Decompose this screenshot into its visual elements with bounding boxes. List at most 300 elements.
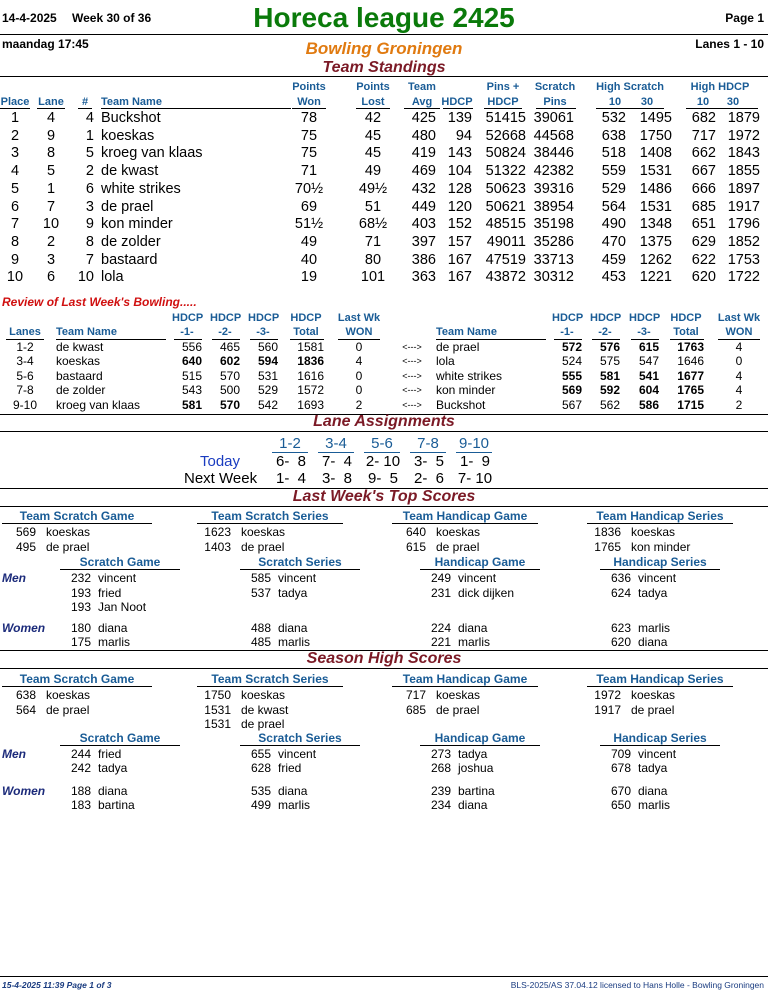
- divider: [392, 523, 538, 524]
- divider: [197, 523, 343, 524]
- cell-hh10: 629: [691, 233, 716, 250]
- score-name: koeskas: [46, 688, 91, 702]
- lane-next: 9- 5: [367, 470, 398, 487]
- score-value: 585: [250, 571, 271, 585]
- cell-hs30: 1531: [639, 198, 672, 215]
- rv-col-total2-r: Total: [673, 326, 699, 338]
- cell-right-total: 1763: [677, 340, 704, 354]
- cell-right-won: 2: [735, 397, 743, 412]
- women-label: Women: [2, 620, 46, 635]
- rv-col-won1: Last Wk: [337, 312, 381, 324]
- col-lost-1: Points: [356, 81, 390, 93]
- cell-right-g3: 547: [638, 354, 659, 369]
- cell-hdcp: 143: [447, 145, 472, 162]
- cell-right-g2: 562: [599, 397, 620, 412]
- cell-hs10: 559: [601, 163, 626, 180]
- cell-hh30: 1897: [727, 180, 760, 197]
- score-name: koeskas: [436, 688, 481, 702]
- score-name: bartina: [458, 783, 495, 798]
- cell-hs30: 1531: [639, 163, 672, 180]
- cell-num: 1: [85, 127, 94, 144]
- cell-lane: 5: [46, 163, 56, 180]
- cell-lane: 6: [46, 269, 56, 286]
- cell-right-total: 1765: [677, 383, 704, 398]
- league-title: Horeca league 2425: [253, 2, 515, 33]
- col-won-2: Won: [297, 96, 321, 108]
- cell-lane: 3: [46, 251, 56, 268]
- cell-scratch: 42382: [533, 163, 574, 180]
- cell-lane: 1: [46, 180, 56, 197]
- score-value: 488: [250, 620, 271, 635]
- cell-lost: 45: [364, 145, 382, 162]
- team-score-header: Team Handicap Series: [596, 509, 724, 523]
- men-label: Men: [2, 746, 26, 761]
- report-date: 14-4-2025: [2, 11, 57, 25]
- cell-lane: 4: [46, 110, 56, 126]
- table-row: [0, 215, 768, 233]
- cell-left-won: 4: [355, 354, 363, 369]
- individual-score-header: Handicap Series: [613, 730, 707, 745]
- rv-col-hdcp3-r: HDCP: [629, 312, 661, 324]
- cell-hs10: 532: [601, 110, 626, 126]
- week-info: Week 30 of 36: [72, 11, 152, 25]
- cell-scratch: 35198: [533, 216, 574, 233]
- cell-team: Buckshot: [101, 110, 161, 126]
- score-name: koeskas: [241, 525, 286, 539]
- divider: [60, 569, 180, 570]
- score-value: 620: [610, 635, 631, 649]
- score-value: 615: [405, 539, 426, 554]
- score-name: diana: [278, 620, 308, 635]
- score-name: de prael: [46, 539, 90, 554]
- cell-hdcp: 152: [447, 216, 472, 233]
- cell-won: 49: [300, 233, 318, 250]
- cell-won: 69: [300, 198, 318, 215]
- score-value: 655: [250, 746, 271, 761]
- cell-place: 3: [10, 145, 20, 162]
- men-label: Men: [2, 571, 26, 585]
- cell-left-g3: 531: [257, 368, 278, 383]
- cell-right-total: 1677: [677, 368, 704, 383]
- cell-hh30: 1796: [727, 216, 760, 233]
- cell-left-g2: 570: [219, 397, 240, 412]
- score-name: de prael: [436, 702, 480, 717]
- cell-right-g3: 615: [638, 340, 659, 354]
- rv-col-lanes: Lanes: [9, 326, 41, 338]
- cell-left-g2: 602: [219, 354, 240, 369]
- rv-col-hdcp2: HDCP: [210, 312, 242, 324]
- rv-col-g3-r: -3-: [637, 326, 651, 338]
- score-name: tadya: [638, 761, 668, 775]
- divider: [2, 686, 152, 687]
- score-value: 628: [250, 761, 271, 775]
- center-name: Bowling Groningen: [305, 39, 463, 58]
- cell-right-g2: 581: [599, 368, 620, 383]
- cell-place: 7: [10, 216, 20, 233]
- lane-next: 2- 6: [413, 470, 444, 487]
- cell-right-g2: 592: [599, 383, 620, 398]
- cell-right-g2: 575: [599, 354, 620, 369]
- cell-scratch: 38954: [533, 198, 574, 215]
- cell-left-g2: 570: [219, 368, 240, 383]
- cell-team: kon minder: [101, 216, 173, 233]
- cell-won: 19: [300, 269, 318, 286]
- cell-left-total: 1572: [297, 383, 324, 398]
- cell-left-g3: 542: [257, 397, 278, 412]
- score-value: 1403: [204, 539, 231, 554]
- score-value: 638: [15, 688, 36, 702]
- rv-col-hdcp1-r: HDCP: [552, 312, 584, 324]
- score-name: diana: [278, 783, 308, 798]
- table-row: [0, 233, 768, 251]
- team-score-header: Team Handicap Game: [402, 672, 528, 686]
- col-hh: High HDCP: [690, 81, 750, 93]
- cell-right-team: Buckshot: [436, 397, 486, 412]
- score-value: 1765: [594, 539, 621, 554]
- cell-left-won: 0: [355, 340, 363, 354]
- cell-hs10: 490: [601, 216, 626, 233]
- divider: [420, 569, 540, 570]
- score-value: 1623: [204, 525, 231, 539]
- lane-pair-header: 7-8: [417, 435, 439, 452]
- footer-left: 15-4-2025 11:39 Page 1 of 3: [2, 980, 112, 990]
- cell-hs30: 1375: [639, 233, 672, 250]
- cell-hh10: 667: [691, 163, 716, 180]
- cell-hdcp: 94: [455, 127, 472, 144]
- cell-hs30: 1750: [639, 127, 672, 144]
- individual-score-header: Handicap Series: [613, 555, 707, 569]
- cell-right-won: 0: [735, 354, 743, 369]
- cell-lost: 101: [360, 269, 386, 286]
- cell-left-g2: 500: [219, 383, 240, 398]
- cell-lanes: 1-2: [16, 340, 34, 354]
- score-value: 717: [405, 688, 426, 702]
- cell-lost: 49: [364, 163, 382, 180]
- cell-pins: 50621: [485, 198, 526, 215]
- cell-num: 8: [85, 233, 94, 250]
- cell-avg: 469: [411, 163, 436, 180]
- cell-avg: 403: [411, 216, 436, 233]
- table-row: [0, 127, 768, 145]
- cell-scratch: 30312: [533, 269, 574, 286]
- cell-hh10: 620: [691, 269, 716, 286]
- score-value: 249: [430, 571, 451, 585]
- standings-title: Team Standings: [322, 59, 446, 76]
- cell-won: 78: [300, 110, 318, 126]
- cell-num: 9: [85, 216, 94, 233]
- score-value: 650: [610, 798, 631, 812]
- score-value: 485: [250, 635, 271, 649]
- cell-hs30: 1348: [639, 216, 672, 233]
- team-score-header: Team Scratch Game: [19, 672, 135, 686]
- cell-place: 8: [10, 233, 20, 250]
- score-value: 180: [70, 620, 91, 635]
- col-pins-2: HDCP: [487, 96, 519, 108]
- cell-num: 5: [85, 145, 94, 162]
- cell-hh30: 1722: [727, 269, 760, 286]
- cell-left-total: 1836: [297, 354, 324, 369]
- cell-avg: 419: [411, 145, 436, 162]
- lane-today: 7- 4: [321, 453, 352, 470]
- rv-col-g3: -3-: [256, 326, 270, 338]
- cell-right-g1: 524: [561, 354, 582, 369]
- cell-left-g1: 556: [181, 340, 202, 354]
- cell-pins: 52668: [485, 127, 526, 144]
- cell-lanes: 9-10: [12, 397, 38, 412]
- cell-right-team: kon minder: [436, 383, 496, 398]
- cell-left-g1: 581: [181, 397, 202, 412]
- score-name: fried: [278, 761, 302, 775]
- score-value: 1531: [204, 702, 231, 717]
- col-won-1: Points: [292, 81, 326, 93]
- cell-won: 71: [300, 163, 318, 180]
- score-name: joshua: [458, 761, 494, 775]
- score-value: 183: [70, 798, 91, 812]
- score-name: fried: [98, 746, 122, 761]
- cell-lost: 45: [364, 127, 382, 144]
- cell-hs10: 564: [601, 198, 626, 215]
- cell-right-g3: 604: [638, 383, 659, 398]
- day-time: maandag 17:45: [2, 37, 89, 51]
- cell-pins: 47519: [485, 251, 526, 268]
- score-value: 188: [70, 783, 91, 798]
- cell-left-team: koeskas: [56, 354, 101, 369]
- score-name: de prael: [241, 717, 285, 731]
- lane-pair-header: 9-10: [458, 435, 490, 452]
- cell-place: 2: [10, 127, 20, 144]
- score-value: 537: [250, 585, 271, 600]
- cell-hs10: 453: [601, 269, 626, 286]
- review-title: Review of Last Week's Bowling.....: [2, 295, 197, 309]
- score-name: de prael: [631, 702, 675, 717]
- lanes-range: Lanes 1 - 10: [695, 37, 764, 51]
- score-name: marlis: [278, 798, 310, 812]
- score-name: koeskas: [631, 688, 676, 702]
- lane-today: 3- 5: [413, 453, 444, 470]
- cell-num: 3: [85, 198, 94, 215]
- lane-pair-header: 3-4: [325, 435, 347, 452]
- cell-right-g1: 572: [561, 340, 582, 354]
- score-value: 670: [610, 783, 631, 798]
- score-value: 499: [250, 798, 271, 812]
- col-avg-1: Team: [408, 81, 436, 93]
- score-value: 624: [610, 585, 631, 600]
- score-value: 1750: [204, 688, 231, 702]
- col-scratch-2: Pins: [543, 96, 567, 108]
- cell-place: 10: [6, 269, 24, 286]
- divider: [240, 569, 360, 570]
- score-value: 175: [70, 635, 91, 649]
- divider: [587, 523, 733, 524]
- cell-hdcp: 139: [447, 110, 472, 126]
- table-row: [0, 398, 768, 412]
- score-value: 193: [70, 600, 91, 614]
- cell-place: 5: [10, 180, 20, 197]
- score-value: 231: [430, 585, 451, 600]
- cell-left-team: bastaard: [56, 368, 103, 383]
- table-row: [0, 369, 768, 383]
- cell-lost: 71: [364, 233, 382, 250]
- cell-hh30: 1843: [727, 145, 760, 162]
- score-name: tadya: [638, 585, 668, 600]
- table-row: [0, 109, 768, 127]
- cell-left-won: 2: [355, 397, 363, 412]
- col-team: Team Name: [101, 96, 162, 108]
- cell-num: 10: [77, 269, 94, 286]
- score-value: 273: [430, 746, 451, 761]
- cell-team: kroeg van klaas: [101, 145, 203, 162]
- lane-pair-header: 5-6: [371, 435, 393, 452]
- cell-right-team: lola: [436, 354, 455, 369]
- cell-hh10: 685: [691, 198, 716, 215]
- cell-num: 4: [85, 110, 94, 126]
- individual-score-header: Handicap Game: [434, 555, 526, 569]
- cell-scratch: 38446: [533, 145, 574, 162]
- cell-scratch: 33713: [533, 251, 574, 268]
- arrow-icon: <--->: [402, 370, 422, 381]
- score-name: marlis: [638, 798, 670, 812]
- women-label: Women: [2, 783, 46, 798]
- lane-next: 3- 8: [321, 470, 352, 487]
- arrow-icon: <--->: [402, 342, 422, 352]
- rv-col-won1-r: Last Wk: [717, 312, 761, 324]
- cell-hs30: 1262: [639, 251, 672, 268]
- score-name: fried: [98, 585, 122, 600]
- cell-avg: 397: [411, 233, 436, 250]
- cell-won: 70½: [294, 180, 324, 197]
- arrow-icon: <--->: [402, 356, 422, 367]
- divider: [420, 745, 540, 746]
- divider: [587, 686, 733, 687]
- lane-next: 1- 4: [275, 470, 306, 487]
- cell-scratch: 39061: [533, 110, 574, 126]
- cell-team: de zolder: [101, 233, 161, 250]
- cell-pins: 51322: [485, 163, 526, 180]
- rv-col-hdcp3: HDCP: [248, 312, 280, 324]
- cell-hh10: 622: [691, 251, 716, 268]
- divider: [0, 76, 768, 77]
- page-number: Page 1: [725, 11, 764, 25]
- score-name: diana: [638, 783, 668, 798]
- cell-left-g3: 529: [257, 383, 278, 398]
- rv-col-g2: -2-: [218, 326, 232, 338]
- individual-score-header: Handicap Game: [434, 730, 526, 745]
- cell-scratch: 35286: [533, 233, 574, 250]
- cell-left-team: kroeg van klaas: [56, 397, 141, 412]
- score-name: vincent: [638, 746, 677, 761]
- cell-scratch: 44568: [533, 127, 574, 144]
- score-name: diana: [98, 783, 128, 798]
- score-value: 640: [405, 525, 426, 539]
- cell-num: 7: [85, 251, 94, 268]
- cell-team: koeskas: [101, 127, 155, 144]
- cell-won: 75: [300, 127, 318, 144]
- cell-hs30: 1495: [639, 110, 672, 126]
- col-hdcp: HDCP: [441, 96, 473, 108]
- cell-right-g1: 555: [561, 368, 582, 383]
- score-name: de prael: [241, 539, 285, 554]
- cell-hdcp: 104: [447, 163, 472, 180]
- divider: [0, 976, 768, 977]
- score-name: koeskas: [631, 525, 676, 539]
- cell-place: 4: [10, 163, 20, 180]
- rv-col-hdcp2-r: HDCP: [590, 312, 622, 324]
- cell-won: 51½: [294, 216, 324, 233]
- cell-avg: 425: [411, 110, 436, 126]
- cell-right-g2: 576: [599, 340, 620, 354]
- cell-avg: 480: [411, 127, 436, 144]
- score-value: 564: [15, 702, 36, 717]
- lane-assignments-title: Lane Assignments: [313, 413, 455, 430]
- score-name: Jan Noot: [98, 600, 147, 614]
- cell-pins: 50623: [485, 180, 526, 197]
- divider: [0, 506, 768, 507]
- cell-won: 75: [300, 145, 318, 162]
- cell-avg: 432: [411, 180, 436, 197]
- score-name: vincent: [458, 571, 497, 585]
- cell-hs10: 518: [601, 145, 626, 162]
- cell-num: 2: [85, 163, 94, 180]
- score-name: koeskas: [436, 525, 481, 539]
- rv-col-g2-r: -2-: [598, 326, 612, 338]
- cell-place: 6: [10, 198, 20, 215]
- cell-hs10: 459: [601, 251, 626, 268]
- rv-col-total1: HDCP: [290, 312, 322, 324]
- cell-left-total: 1581: [297, 340, 324, 354]
- col-lane: Lane: [38, 96, 64, 108]
- cell-team: lola: [101, 269, 124, 286]
- cell-place: 1: [10, 110, 20, 126]
- score-value: 1836: [594, 525, 621, 539]
- score-name: bartina: [98, 798, 135, 812]
- cell-left-g2: 465: [219, 340, 240, 354]
- cell-lane: 9: [46, 127, 56, 144]
- lane-pair-header: 1-2: [279, 435, 301, 452]
- cell-pins: 51415: [485, 110, 526, 126]
- cell-place: 9: [10, 251, 20, 268]
- cell-hdcp: 128: [447, 180, 472, 197]
- score-value: 569: [15, 525, 36, 539]
- cell-right-g1: 569: [561, 383, 582, 398]
- score-value: 221: [430, 635, 451, 649]
- team-score-header: Team Scratch Game: [19, 509, 135, 523]
- divider: [60, 745, 180, 746]
- score-name: de prael: [46, 702, 90, 717]
- cell-lost: 49½: [358, 180, 388, 197]
- cell-hh30: 1879: [727, 110, 760, 126]
- rv-col-won2: WON: [345, 326, 373, 338]
- cell-num: 6: [85, 180, 94, 197]
- score-value: 636: [610, 571, 631, 585]
- cell-hh10: 717: [691, 127, 716, 144]
- cell-hh10: 682: [691, 110, 716, 126]
- score-value: 224: [430, 620, 451, 635]
- cell-lost: 42: [364, 110, 382, 126]
- divider: [392, 686, 538, 687]
- last-week-title: Last Week's Top Scores: [292, 488, 476, 505]
- divider: [2, 523, 152, 524]
- score-name: kon minder: [631, 539, 691, 554]
- individual-score-header: Scratch Game: [79, 555, 161, 569]
- cell-lane: 7: [46, 198, 56, 215]
- score-name: de kwast: [241, 702, 289, 717]
- score-value: 268: [430, 761, 451, 775]
- cell-hdcp: 120: [447, 198, 472, 215]
- score-value: 709: [610, 746, 631, 761]
- score-value: 678: [610, 761, 631, 775]
- team-score-header: Team Handicap Series: [596, 672, 724, 686]
- col-hs-10: 10: [608, 96, 622, 108]
